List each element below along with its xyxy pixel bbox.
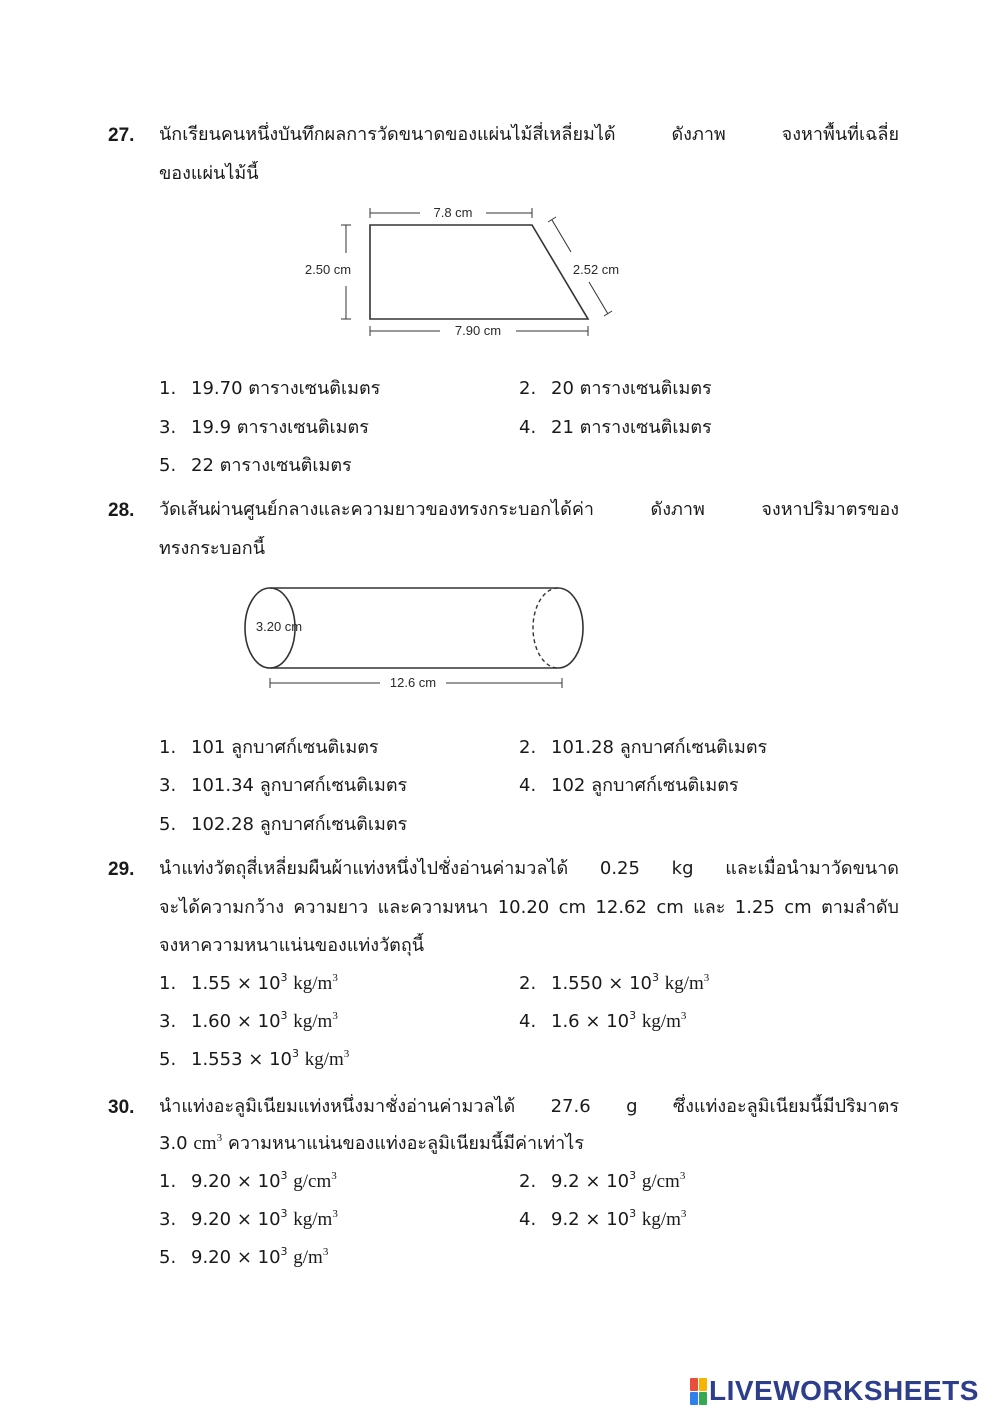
option-3[interactable]: 3. 19.9 ตารางเซนติเมตร	[159, 417, 369, 438]
question-text: วัดเส้นผ่านศูนย์กลางและความยาวของทรงกระบอกได้ค่า ดังภาพ จงหาปริมาตรของ	[159, 499, 899, 520]
trapezoid-shape	[370, 225, 588, 319]
option-3[interactable]: 3. 101.34 ลูกบาศก์เซนติเมตร	[159, 775, 408, 796]
option-1[interactable]: 1. 101 ลูกบาศก์เซนติเมตร	[159, 737, 379, 758]
question-text: นำแท่งอะลูมิเนียมแท่งหนึ่งมาชั่งอ่านค่ามวลได้ 27.6 g ซึ่งแท่งอะลูมิเนียมนี้มีปริมาตร	[159, 1096, 899, 1117]
question-text: จงหาความหนาแน่นของแท่งวัตถุนี้	[159, 935, 425, 956]
trapezoid-figure	[290, 198, 640, 348]
label-top: 7.8 cm	[433, 205, 473, 220]
liveworksheets-logo	[690, 1376, 979, 1406]
question-text: นำแท่งวัตถุสี่เหลี่ยมผืนผ้าแท่งหนึ่งไปชั่งอ่านค่ามวลได้ 0.25 kg และเมื่อนำมาวัดขนาด	[159, 858, 899, 879]
option-4[interactable]: 4. $1.6 \times 10^3$ $kg/m^3$	[519, 1009, 687, 1032]
logo-text: LIVEWORKSHEETS	[709, 1375, 979, 1406]
logo-square	[690, 1392, 698, 1405]
option-2[interactable]: 2. 101.28 ลูกบาศก์เซนติเมตร	[519, 737, 768, 758]
option-4[interactable]: 4. $9.2 \times 10^3$ $kg/m^3$	[519, 1207, 687, 1230]
question-text: จะได้ความกว้าง ความยาว และความหนา 10.20 cm 12.62 cm และ 1.25 cm ตามลำดับ	[159, 897, 899, 918]
option-5[interactable]: 5. 102.28 ลูกบาศก์เซนติเมตร	[159, 814, 408, 835]
logo-square	[690, 1378, 698, 1391]
question-text: นักเรียนคนหนึ่งบันทึกผลการวัดขนาดของแผ่นไม้สี่เหลี่ยมได้ ดังภาพ จงหาพื้นที่เฉลี่ย	[159, 124, 899, 145]
question-text: 3.0 $cm^3$ ความหนาแน่นของแท่งอะลูมิเนียมนี้มีค่าเท่าไร	[159, 1132, 585, 1154]
question-number: 28.	[108, 500, 135, 521]
question-number: 30.	[108, 1097, 135, 1118]
option-5[interactable]: 5. $1.553 \times 10^3$ $kg/m^3$	[159, 1047, 350, 1070]
option-3[interactable]: 3. $1.60 \times 10^3$ $kg/m^3$	[159, 1009, 338, 1032]
option-1[interactable]: 1. $9.20 \times 10^3$ $g/cm^3$	[159, 1169, 337, 1192]
question-number: 27.	[108, 125, 135, 146]
option-2[interactable]: 2. $1.550 \times 10^3$ $kg/m^3$	[519, 971, 710, 994]
cylinder-figure	[230, 578, 610, 698]
option-4[interactable]: 4. 102 ลูกบาศก์เซนติเมตร	[519, 775, 739, 796]
option-3[interactable]: 3. $9.20 \times 10^3$ $kg/m^3$	[159, 1207, 338, 1230]
cylinder-back-hidden-half	[533, 588, 558, 668]
option-2[interactable]: 2. $9.2 \times 10^3$ $g/cm^3$	[519, 1169, 686, 1192]
question-text: ทรงกระบอกนี้	[159, 538, 265, 559]
option-1[interactable]: 1. $1.55 \times 10^3$ $kg/m^3$	[159, 971, 338, 994]
label-diameter: 3.20 cm	[255, 619, 303, 634]
logo-square	[699, 1378, 707, 1391]
cylinder-back-front-half	[558, 588, 583, 668]
option-1[interactable]: 1. 19.70 ตารางเซนติเมตร	[159, 378, 381, 399]
option-4[interactable]: 4. 21 ตารางเซนติเมตร	[519, 417, 712, 438]
question-number: 29.	[108, 859, 135, 880]
option-5[interactable]: 5. 22 ตารางเซนติเมตร	[159, 455, 352, 476]
label-bottom: 7.90 cm	[454, 323, 502, 338]
label-left: 2.50 cm	[304, 262, 352, 277]
option-5[interactable]: 5. $9.20 \times 10^3$ $g/m^3$	[159, 1245, 329, 1268]
label-length: 12.6 cm	[389, 675, 437, 690]
logo-square	[699, 1392, 707, 1405]
label-slant: 2.52 cm	[572, 262, 620, 277]
logo-mark-icon	[690, 1378, 706, 1404]
question-text: ของแผ่นไม้นี้	[159, 163, 259, 184]
option-2[interactable]: 2. 20 ตารางเซนติเมตร	[519, 378, 712, 399]
